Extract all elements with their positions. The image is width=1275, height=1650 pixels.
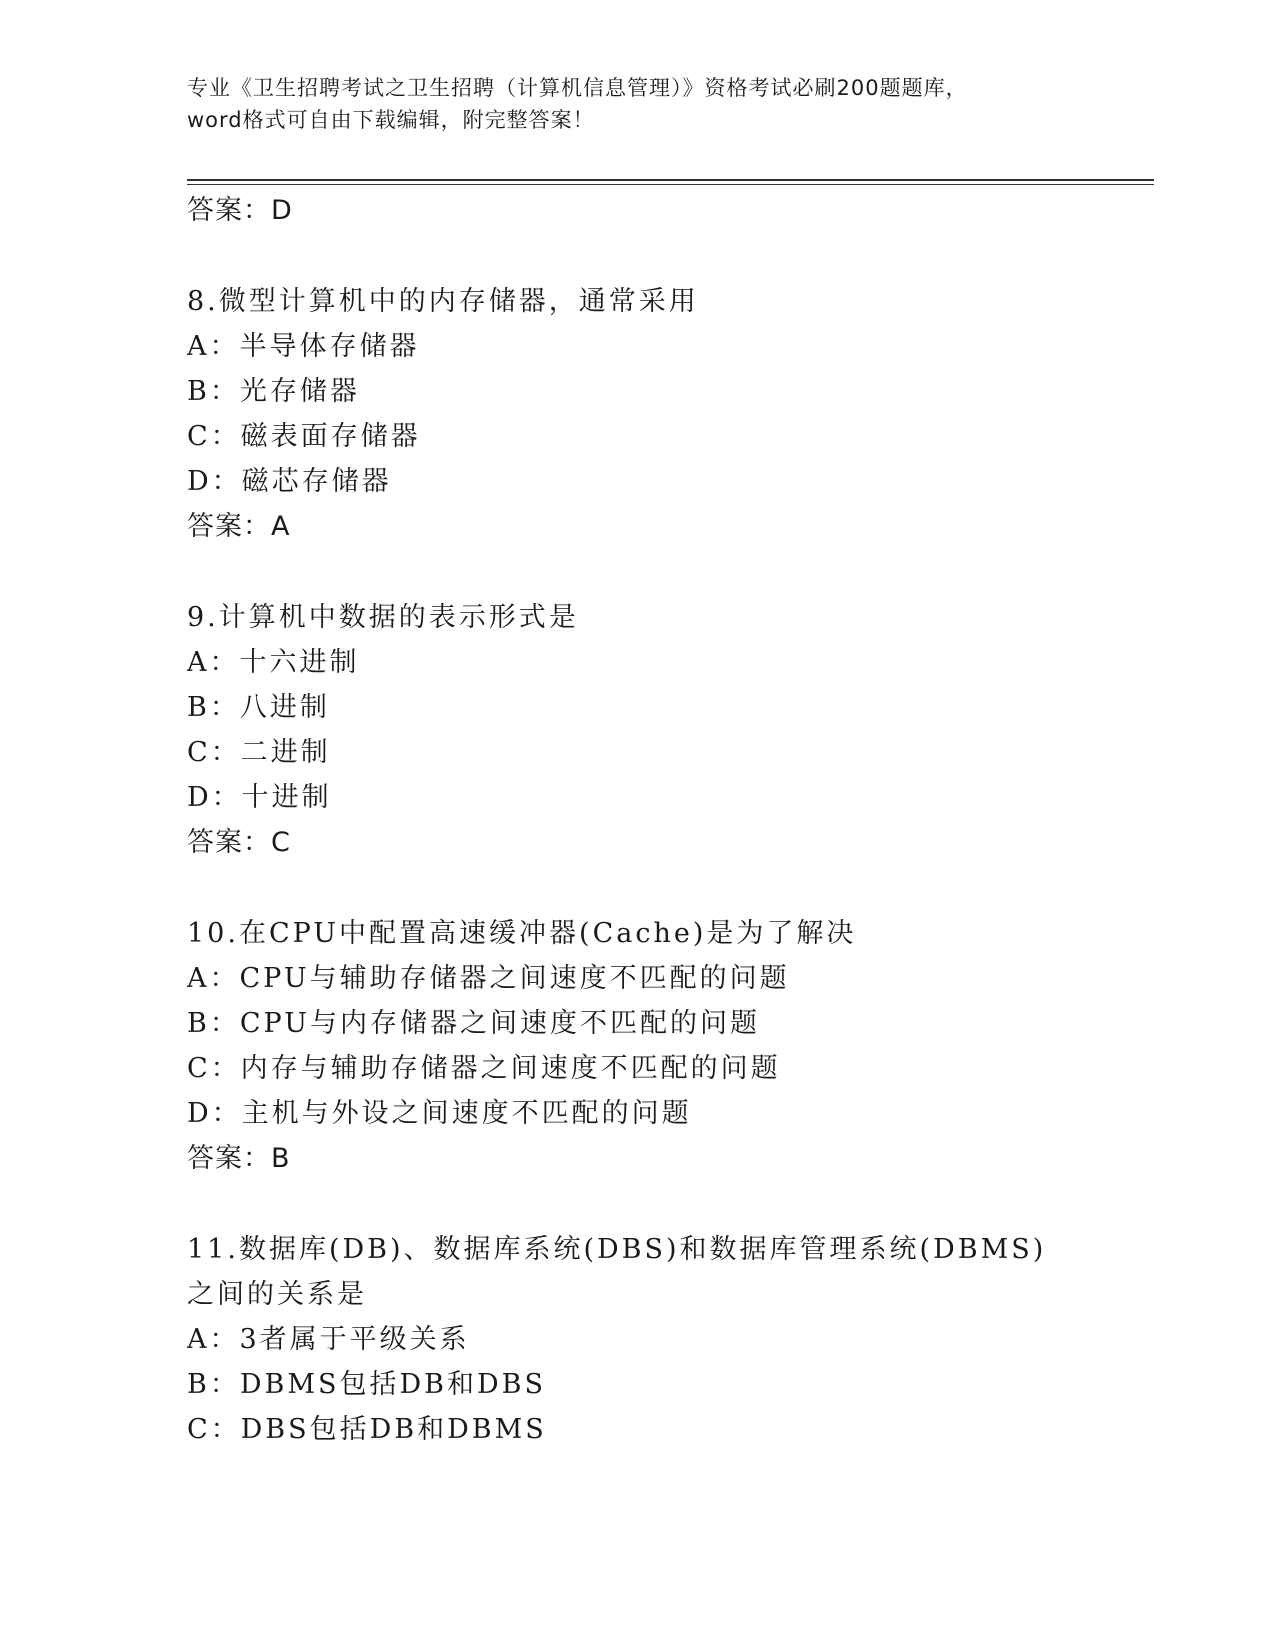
option-b: B：CPU与内存储器之间速度不匹配的问题 — [187, 1008, 760, 1039]
question-stem: 10.在CPU中配置高速缓冲器(Cache)是为了解决 — [187, 918, 857, 949]
header-divider-thin — [187, 184, 1154, 185]
option-a: A：3者属于平级关系 — [187, 1324, 470, 1355]
question-stem: 11.数据库(DB)、数据库系统(DBS)和数据库管理系统(DBMS)之间的关系是 — [187, 1234, 1047, 1310]
option-c: C：二进制 — [187, 737, 331, 768]
option-b: B：DBMS包括DB和DBS — [187, 1369, 546, 1400]
question-item — [187, 279, 1087, 549]
option-a: A：CPU与辅助存储器之间速度不匹配的问题 — [187, 963, 790, 994]
answer-label: 答案：B — [187, 1143, 291, 1174]
header-subtitle-line: word格式可自由下载编辑，附完整答案！ — [187, 108, 595, 132]
question-stem: 9.计算机中数据的表示形式是 — [187, 602, 579, 633]
answer-label: 答案：A — [187, 511, 291, 542]
question-item — [187, 595, 1087, 865]
question-item — [187, 911, 1087, 1181]
option-c: C：内存与辅助存储器之间速度不匹配的问题 — [187, 1053, 781, 1084]
answer-label: 答案：C — [187, 827, 291, 858]
question-list — [187, 188, 1087, 1452]
answer-label: 答案：D — [187, 195, 293, 226]
question-stem: 8.微型计算机中的内存储器，通常采用 — [187, 286, 699, 317]
option-d: D：主机与外设之间速度不匹配的问题 — [187, 1098, 692, 1129]
option-c: C：磁表面存储器 — [187, 421, 421, 452]
option-b: B：光存储器 — [187, 376, 360, 407]
spacer — [187, 865, 1087, 911]
option-a: A：十六进制 — [187, 647, 360, 678]
spacer — [187, 233, 1087, 279]
option-a: A：半导体存储器 — [187, 331, 420, 362]
option-d: D：十进制 — [187, 782, 332, 813]
spacer — [187, 549, 1087, 595]
option-c: C：DBS包括DB和DBMS — [187, 1414, 547, 1445]
spacer — [187, 1181, 1087, 1227]
header-title-line: 专业《卫生招聘考试之卫生招聘（计算机信息管理）》资格考试必刷200题题库， — [187, 76, 968, 100]
header-divider-thick — [187, 179, 1154, 181]
question-item — [187, 1227, 1087, 1452]
option-d: D：磁芯存储器 — [187, 466, 392, 497]
document-header — [187, 72, 1087, 136]
option-b: B：八进制 — [187, 692, 330, 723]
